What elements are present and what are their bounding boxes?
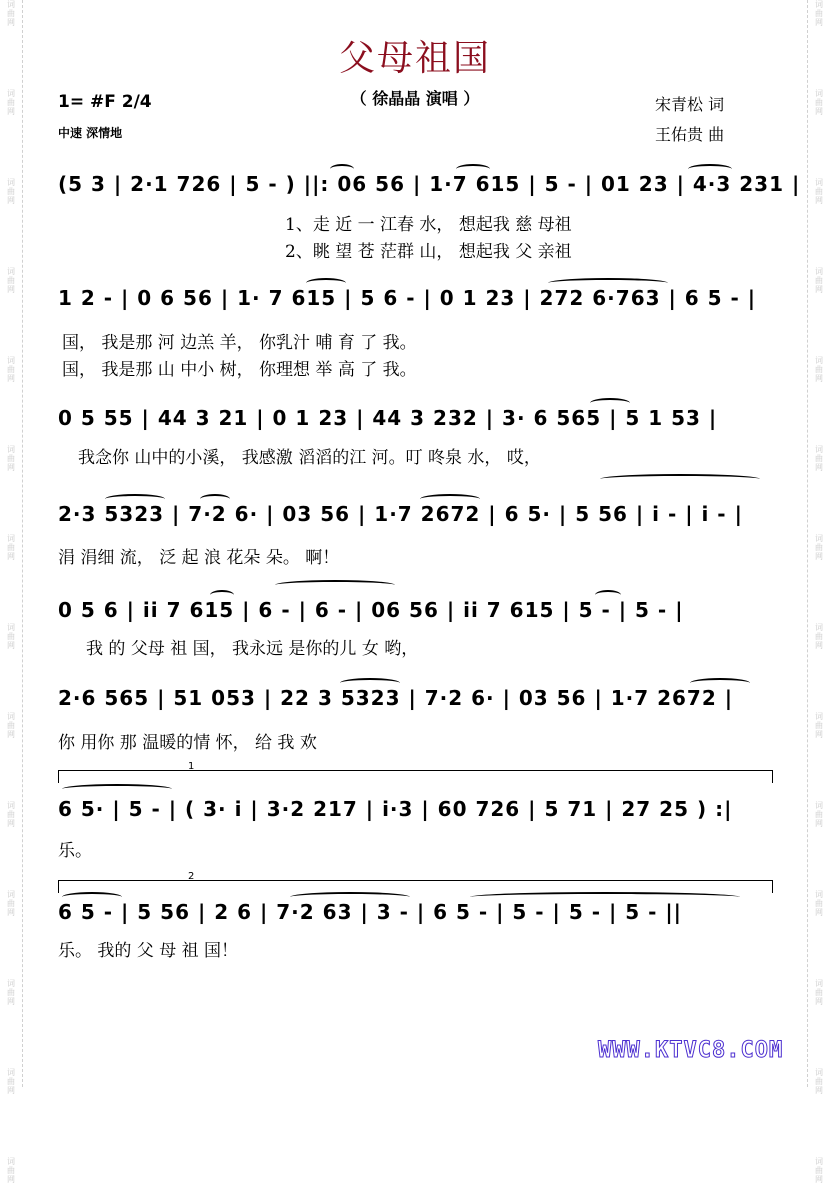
watermark-glyph-stack: [0, 979, 22, 1006]
watermark-glyph-stack: [808, 534, 830, 561]
watermark-glyph: 网: [7, 997, 15, 1006]
watermark-glyph-stack: [0, 801, 22, 828]
lyricist-credit: 宋青松 词: [655, 95, 725, 114]
watermark-glyph: 网: [815, 730, 823, 739]
watermark-glyph-stack: [808, 1068, 830, 1095]
lyric-row-1-verse-1: 1、走 近 一 江春 水， 想起我 慈 母祖: [285, 215, 572, 235]
watermark-glyph: 词: [7, 979, 15, 988]
watermark-glyph: 网: [815, 463, 823, 472]
watermark-glyph: 曲: [815, 1077, 823, 1086]
slur-mark: [590, 398, 630, 408]
volta-bracket-2: [58, 871, 773, 893]
watermark-glyph-stack: [808, 801, 830, 828]
watermark-glyph: 词: [815, 890, 823, 899]
watermark-glyph: 词: [7, 0, 15, 9]
watermark-glyph: 词: [7, 445, 15, 454]
watermark-glyph: 曲: [815, 187, 823, 196]
watermark-glyph: 曲: [815, 454, 823, 463]
watermark-glyph-stack: [808, 1157, 830, 1184]
notation-row-8: 6 5 - | 5 56 | 2 6 | 7·2 63 | 3 - | 6 5 - | 5 - | 5 - | 5 - ||: [58, 900, 682, 924]
watermark-glyph: 词: [815, 1068, 823, 1077]
watermark-glyph: 曲: [7, 9, 15, 18]
watermark-glyph: 曲: [815, 899, 823, 908]
right-watermark-strip: [807, 0, 830, 1184]
watermark-glyph: 曲: [815, 98, 823, 107]
watermark-glyph-stack: [808, 267, 830, 294]
watermark-glyph-stack: [808, 712, 830, 739]
slur-mark: [290, 892, 410, 902]
watermark-glyph: 网: [7, 552, 15, 561]
notation-row-3: 0 5 55 | 44 3 21 | 0 1 23 | 44 3 232 | 3· 6 565 | 5 1 53 |: [58, 406, 718, 430]
watermark-glyph: 曲: [815, 988, 823, 997]
watermark-glyph: 网: [815, 819, 823, 828]
watermark-glyph-stack: [0, 1068, 22, 1095]
watermark-glyph-stack: [0, 445, 22, 472]
slur-mark: [62, 892, 122, 902]
lyric-row-8: 乐。 我的 父 母 祖 国！: [58, 941, 239, 961]
slur-mark: [200, 494, 230, 504]
watermark-glyph: 词: [815, 356, 823, 365]
lyric-row-2-verse-2: 国， 我是那 山 中小 树， 你理想 举 高 了 我。: [62, 360, 417, 380]
slur-mark: [548, 278, 668, 288]
watermark-glyph: 曲: [7, 1077, 15, 1086]
notation-row-4: 2·3 5323 | 7·2 6· | 03 56 | 1·7 2672 | 6 5· | 5 56 | i - | i - |: [58, 502, 743, 526]
watermark-glyph: 词: [815, 712, 823, 721]
watermark-glyph-stack: [808, 623, 830, 650]
key-signature: 1= #F 2/4: [58, 92, 152, 112]
watermark-glyph: 网: [815, 196, 823, 205]
watermark-glyph: 网: [7, 18, 15, 27]
watermark-glyph: 词: [7, 89, 15, 98]
watermark-glyph: 词: [815, 178, 823, 187]
notation-row-7: 6 5· | 5 - | ( 3· i | 3·2 217 | i·3 | 60 726 | 5 71 | 27 25 ) :|: [58, 797, 733, 821]
watermark-glyph-stack: [808, 445, 830, 472]
lyric-row-5: 我 的 父母 祖 国， 我永远 是你的儿 女 哟，: [86, 639, 419, 659]
slur-mark: [275, 580, 395, 590]
left-watermark-strip: [0, 0, 23, 1184]
slur-mark: [470, 892, 740, 902]
watermark-glyph: 词: [815, 1157, 823, 1166]
watermark-glyph: 网: [7, 641, 15, 650]
watermark-glyph: 曲: [7, 899, 15, 908]
watermark-glyph: 网: [7, 107, 15, 116]
notation-row-1: (5 3 | 2·1 726 | 5 - ) ||: 06 56 | 1·7 615 | 5 - | 01 23 | 4·3 231 |: [58, 172, 801, 196]
watermark-glyph-stack: [808, 356, 830, 383]
tempo-marking: 中速 深情地: [58, 126, 123, 140]
volta-label-2: 2: [188, 871, 195, 882]
watermark-glyph: 曲: [815, 276, 823, 285]
watermark-glyph: 曲: [815, 9, 823, 18]
watermark-glyph: 词: [815, 534, 823, 543]
watermark-glyph: 词: [7, 1068, 15, 1077]
watermark-glyph: 词: [815, 0, 823, 9]
watermark-glyph: 词: [7, 801, 15, 810]
watermark-glyph: 网: [815, 374, 823, 383]
watermark-glyph: 曲: [815, 543, 823, 552]
watermark-glyph: 词: [815, 267, 823, 276]
watermark-glyph: 网: [815, 1086, 823, 1095]
watermark-glyph: 词: [815, 801, 823, 810]
watermark-glyph: 网: [815, 18, 823, 27]
lyric-row-2-verse-1: 国， 我是那 河 边羔 羊， 你乳汁 哺 育 了 我。: [62, 333, 417, 353]
watermark-glyph: 曲: [7, 810, 15, 819]
watermark-glyph: 网: [7, 730, 15, 739]
slur-mark: [62, 784, 172, 794]
watermark-glyph: 词: [7, 1157, 15, 1166]
watermark-glyph: 曲: [7, 454, 15, 463]
watermark-glyph: 曲: [7, 187, 15, 196]
watermark-glyph-stack: [808, 0, 830, 27]
watermark-glyph: 网: [815, 552, 823, 561]
watermark-glyph: 词: [7, 267, 15, 276]
lyric-row-3: 我念你 山中的小溪， 我感激 滔滔的江 河。叮 咚泉 水， 哎，: [78, 448, 541, 468]
watermark-glyph: 曲: [7, 365, 15, 374]
watermark-glyph: 网: [7, 1175, 15, 1184]
slur-mark: [456, 164, 490, 174]
watermark-glyph-stack: [0, 178, 22, 205]
watermark-glyph-stack: [808, 979, 830, 1006]
watermark-glyph: 词: [7, 890, 15, 899]
watermark-glyph-stack: [0, 356, 22, 383]
watermark-glyph-stack: [0, 890, 22, 917]
lyric-row-6: 你 用你 那 温暖的情 怀， 给 我 欢: [58, 733, 317, 753]
watermark-glyph: 词: [7, 712, 15, 721]
notation-row-2: 1 2 - | 0 6 56 | 1· 7 615 | 5 6 - | 0 1 23 | 272 6·763 | 6 5 - |: [58, 286, 757, 310]
watermark-glyph: 曲: [815, 1166, 823, 1175]
watermark-glyph: 曲: [7, 632, 15, 641]
slur-mark: [690, 678, 750, 688]
notation-row-6: 2·6 565 | 51 053 | 22 3 5323 | 7·2 6· | 03 56 | 1·7 2672 |: [58, 686, 734, 710]
slur-mark: [105, 494, 165, 504]
watermark-glyph: 网: [7, 285, 15, 294]
watermark-glyph: 网: [815, 908, 823, 917]
lyric-row-1-verse-2: 2、眺 望 苍 茫群 山， 想起我 父 亲祖: [285, 242, 572, 262]
slur-mark: [600, 474, 760, 484]
watermark-glyph: 曲: [815, 810, 823, 819]
slur-mark: [595, 590, 621, 600]
watermark-glyph: 词: [815, 89, 823, 98]
watermark-glyph: 曲: [815, 721, 823, 730]
watermark-glyph: 网: [815, 641, 823, 650]
watermark-glyph: 词: [7, 623, 15, 632]
watermark-glyph: 曲: [7, 543, 15, 552]
watermark-glyph-stack: [0, 1157, 22, 1184]
composer-credit: 王佑贵 曲: [655, 125, 725, 144]
watermark-glyph-stack: [0, 267, 22, 294]
song-title: 父母祖国: [338, 38, 491, 79]
watermark-glyph: 词: [7, 534, 15, 543]
watermark-glyph: 网: [7, 374, 15, 383]
volta-label-1: 1: [188, 761, 195, 772]
watermark-glyph: 词: [815, 979, 823, 988]
notation-row-5: 0 5 6 | ii 7 615 | 6 - | 6 - | 06 56 | ii 7 615 | 5 - | 5 - |: [58, 598, 684, 622]
watermark-glyph-stack: [0, 0, 22, 27]
watermark-glyph: 网: [7, 819, 15, 828]
watermark-glyph: 曲: [815, 632, 823, 641]
watermark-glyph: 词: [815, 445, 823, 454]
watermark-glyph-stack: [0, 712, 22, 739]
watermark-glyph-stack: [0, 534, 22, 561]
lyric-row-4: 涓 涓细 流， 泛 起 浪 花朵 朵。 啊！: [58, 548, 340, 568]
slur-mark: [306, 278, 346, 288]
watermark-glyph: 词: [7, 178, 15, 187]
slur-mark: [210, 590, 234, 600]
watermark-glyph: 词: [7, 356, 15, 365]
watermark-glyph: 词: [815, 623, 823, 632]
watermark-glyph: 网: [815, 107, 823, 116]
watermark-glyph-stack: [808, 178, 830, 205]
lyric-row-7: 乐。: [58, 841, 92, 861]
volta-bracket-1: [58, 761, 773, 783]
singer-credit: （ 徐晶晶 演唱 ）: [350, 89, 480, 108]
site-watermark: WWW.KTVC8.COM: [598, 1038, 784, 1063]
slur-mark: [688, 164, 732, 174]
watermark-glyph: 网: [815, 997, 823, 1006]
watermark-glyph-stack: [808, 890, 830, 917]
watermark-glyph: 网: [7, 463, 15, 472]
watermark-glyph: 网: [815, 1175, 823, 1184]
watermark-glyph: 曲: [7, 988, 15, 997]
watermark-glyph: 曲: [7, 721, 15, 730]
watermark-glyph-stack: [0, 623, 22, 650]
watermark-glyph: 网: [7, 1086, 15, 1095]
slur-mark: [340, 678, 400, 688]
watermark-glyph: 曲: [7, 276, 15, 285]
slur-mark: [330, 164, 354, 174]
watermark-glyph: 曲: [815, 365, 823, 374]
slur-mark: [420, 494, 480, 504]
watermark-glyph: 网: [7, 196, 15, 205]
watermark-glyph: 曲: [7, 98, 15, 107]
watermark-glyph: 网: [815, 285, 823, 294]
watermark-glyph: 网: [7, 908, 15, 917]
watermark-glyph: 曲: [7, 1166, 15, 1175]
